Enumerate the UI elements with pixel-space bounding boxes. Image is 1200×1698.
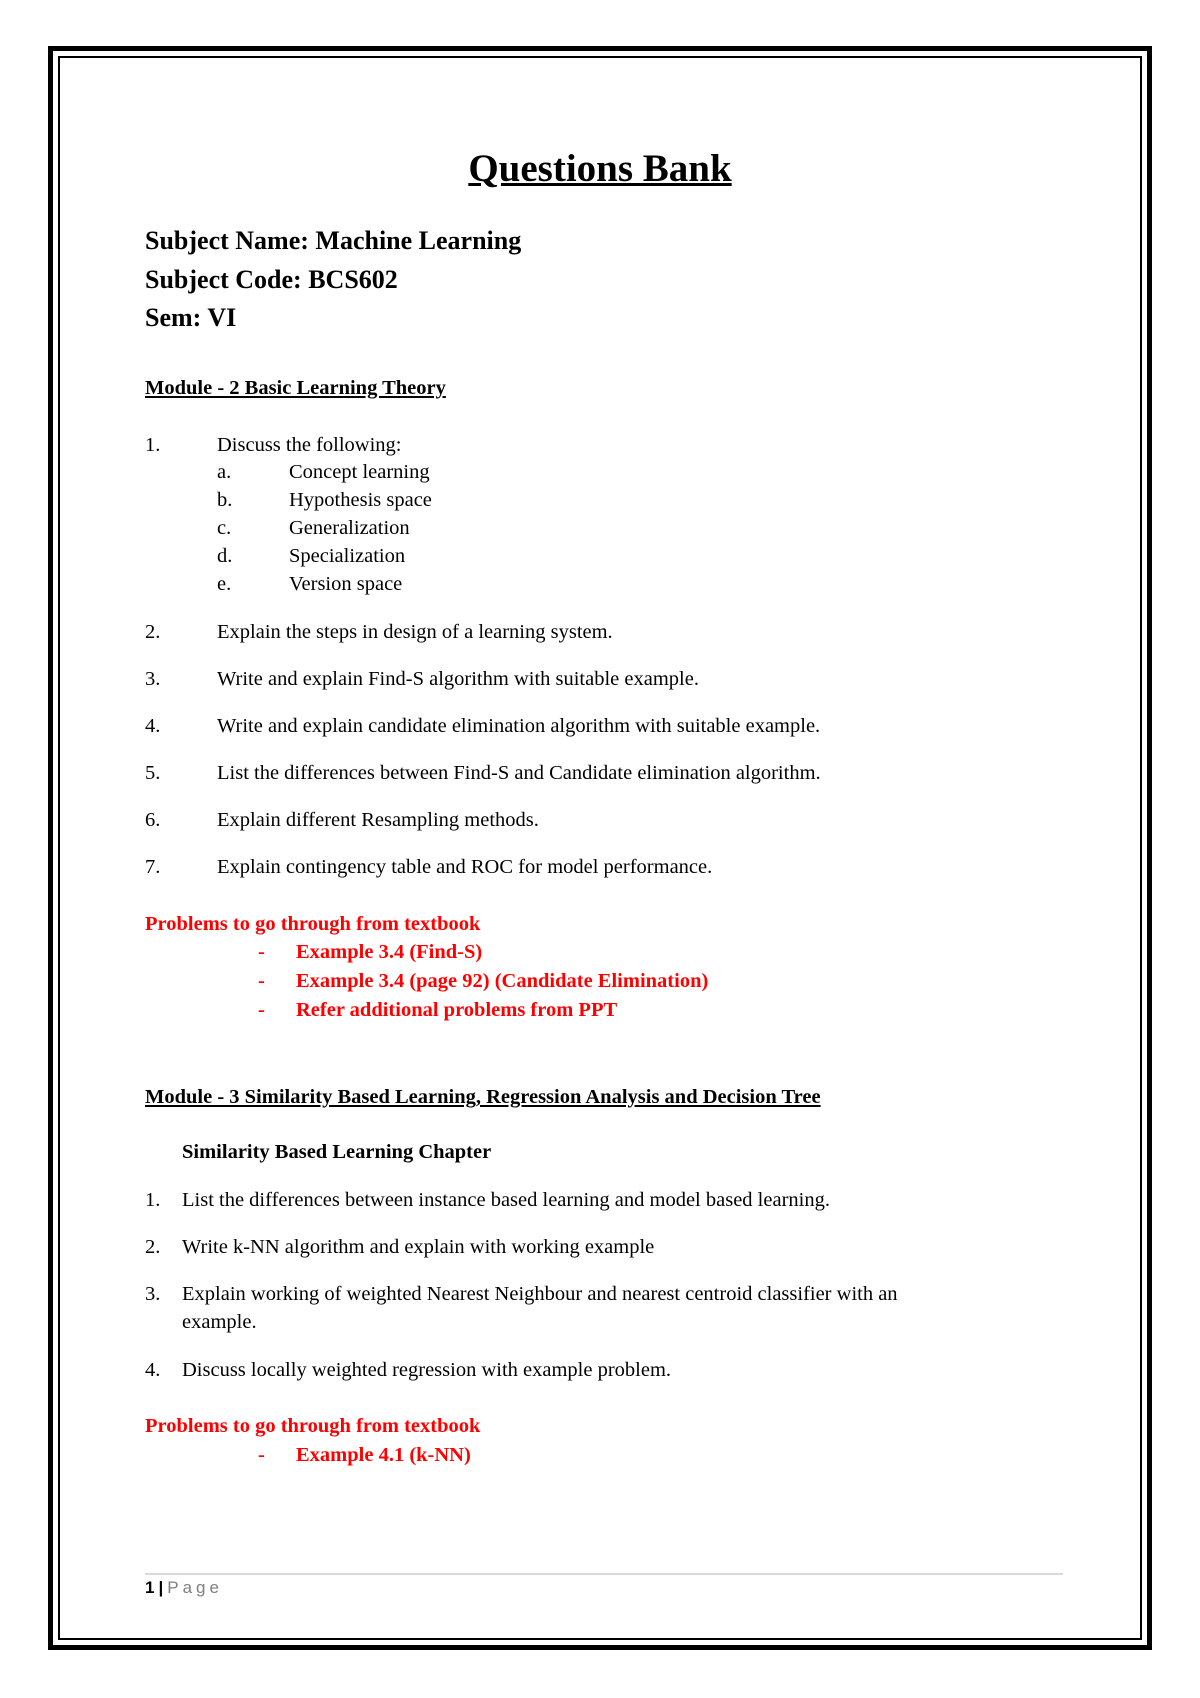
sub-question-text: Generalization bbox=[289, 517, 410, 539]
sub-question-text: Hypothesis space bbox=[289, 489, 432, 511]
chapter-heading: Similarity Based Learning Chapter bbox=[182, 1141, 492, 1163]
problem-bullet: - bbox=[258, 1444, 265, 1466]
sub-question-text: Version space bbox=[289, 573, 403, 595]
footer-separator: | bbox=[158, 1578, 164, 1597]
question-number: 4. bbox=[145, 1359, 161, 1381]
problem-bullet: - bbox=[258, 970, 265, 992]
problem-bullet: - bbox=[258, 941, 265, 963]
module-3-heading: Module - 3 Similarity Based Learning, Regression Analysis and Decision Tree bbox=[145, 1086, 821, 1108]
question-number: 3. bbox=[145, 1283, 161, 1305]
page-title: Questions Bank bbox=[468, 147, 732, 190]
question-text: List the differences between Find-S and Candidate elimination algorithm. bbox=[217, 762, 821, 784]
page-label: Page bbox=[167, 1578, 223, 1597]
question-text: Explain working of weighted Nearest Neighbour and nearest centroid classifier with an bbox=[182, 1283, 898, 1305]
sub-question-letter: b. bbox=[217, 489, 233, 511]
problems-heading: Problems to go through from textbook bbox=[145, 913, 481, 935]
sub-question-letter: c. bbox=[217, 517, 232, 539]
question-number: 1. bbox=[145, 434, 161, 456]
question-text: Write and explain candidate elimination algorithm with suitable example. bbox=[217, 715, 821, 737]
problem-item: Example 3.4 (page 92) (Candidate Elimination) bbox=[296, 970, 709, 992]
subject-code: Subject Code: BCS602 bbox=[145, 265, 398, 294]
question-number: 2. bbox=[145, 1236, 161, 1258]
question-text: Discuss locally weighted regression with example problem. bbox=[182, 1359, 672, 1381]
page-footer bbox=[145, 1578, 223, 1598]
footer-rule bbox=[145, 1573, 1063, 1575]
sub-question-letter: a. bbox=[217, 461, 232, 483]
question-text-continued: example. bbox=[182, 1311, 257, 1333]
question-text: Write and explain Find-S algorithm with suitable example. bbox=[217, 668, 699, 690]
question-text: Explain the steps in design of a learning system. bbox=[217, 621, 613, 643]
question-text: Explain contingency table and ROC for model performance. bbox=[217, 856, 713, 878]
question-number: 4. bbox=[145, 715, 161, 737]
semester: Sem: VI bbox=[145, 303, 237, 332]
subject-name: Subject Name: Machine Learning bbox=[145, 226, 522, 255]
question-text: Explain different Resampling methods. bbox=[217, 809, 539, 831]
page-number: 1 bbox=[145, 1578, 155, 1597]
problems-heading: Problems to go through from textbook bbox=[145, 1415, 481, 1437]
question-number: 7. bbox=[145, 856, 161, 878]
question-number: 2. bbox=[145, 621, 161, 643]
module-2-heading: Module - 2 Basic Learning Theory bbox=[145, 377, 446, 399]
question-text: Discuss the following: bbox=[217, 434, 402, 456]
question-number: 3. bbox=[145, 668, 161, 690]
sub-question-letter: e. bbox=[217, 573, 232, 595]
problem-item: Refer additional problems from PPT bbox=[296, 999, 618, 1021]
question-number: 1. bbox=[145, 1189, 161, 1211]
sub-question-letter: d. bbox=[217, 545, 233, 567]
problem-item: Example 3.4 (Find-S) bbox=[296, 941, 483, 963]
sub-question-text: Specialization bbox=[289, 545, 406, 567]
question-number: 6. bbox=[145, 809, 161, 831]
problem-item: Example 4.1 (k-NN) bbox=[296, 1444, 471, 1466]
question-text: List the differences between instance based learning and model based learning. bbox=[182, 1189, 830, 1211]
question-number: 5. bbox=[145, 762, 161, 784]
problem-bullet: - bbox=[258, 999, 265, 1021]
sub-question-text: Concept learning bbox=[289, 461, 430, 483]
question-text: Write k-NN algorithm and explain with working example bbox=[182, 1236, 655, 1258]
